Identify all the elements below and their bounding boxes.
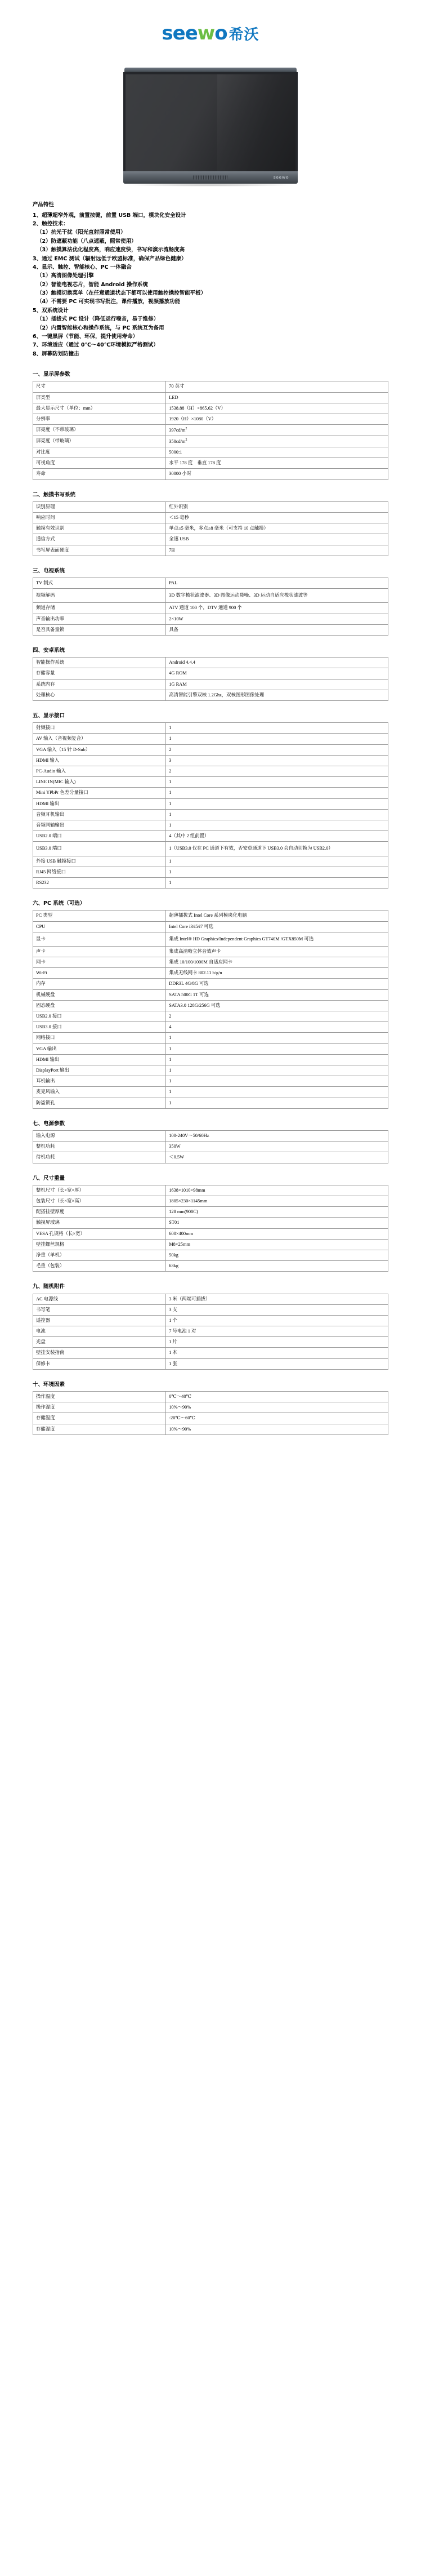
table-row: [33, 1065, 388, 1076]
spec-value-cell: M8×25mm: [166, 1239, 388, 1250]
spec-key-cell: 触摸屏玻璃: [33, 1218, 166, 1228]
table-row: [33, 820, 388, 830]
spec-value-cell: 4（其中 2 组前置）: [166, 831, 388, 842]
spec-value-cell: 集成无线网卡 802.11 b/g/n: [166, 968, 388, 979]
spec-section-title: 九、随机附件: [33, 1283, 65, 1290]
spec-value-cell: 63kg: [166, 1261, 388, 1272]
spec-section-title: 十、环境因素: [33, 1381, 65, 1388]
spec-value-cell: 超薄插拔式 Intel Core 系列模块化电脑: [166, 911, 388, 921]
spec-value-cell: 1 片: [166, 1337, 388, 1348]
spec-key-cell: 可视角度: [33, 458, 166, 469]
table-row: [33, 523, 388, 534]
spec-value-cell: 1: [166, 1043, 388, 1054]
table-row: [33, 436, 388, 447]
logo-chinese-text: 希沃: [229, 26, 259, 43]
spec-key-cell: USB3.0 端口: [33, 842, 166, 856]
spec-key-cell: 内存: [33, 979, 166, 989]
spec-key-cell: 整机尺寸（长×宽×厚）: [33, 1185, 166, 1196]
spec-value-cell: 1: [166, 1098, 388, 1108]
spec-table: [33, 1391, 388, 1435]
spec-key-cell: 声音输出功率: [33, 614, 166, 624]
spec-section: [33, 647, 388, 701]
table-row: [33, 877, 388, 888]
spec-value-cell: 1: [166, 798, 388, 809]
spec-value-cell: 1: [166, 809, 388, 820]
spec-key-cell: 操作温度: [33, 1392, 166, 1402]
spec-section-title: 三、电视系统: [33, 567, 65, 574]
spec-value-cell: 1: [166, 1087, 388, 1098]
spec-key-cell: 整机功耗: [33, 1142, 166, 1152]
spec-value-cell: 4G ROM: [166, 668, 388, 679]
table-row: [33, 578, 388, 589]
spec-key-cell: 视频解码: [33, 589, 166, 603]
table-row: [33, 1087, 388, 1098]
spec-value-cell: 单点≥5 毫米，多点≥8 毫米（可支持 10 点触摸）: [166, 523, 388, 534]
table-row: [33, 1011, 388, 1022]
table-row: [33, 1392, 388, 1402]
spec-key-cell: TV 制式: [33, 578, 166, 589]
spec-value-cell: 1638×1010×98mm: [166, 1185, 388, 1196]
spec-key-cell: USB2.0 接口: [33, 1011, 166, 1022]
logo-green-slash: w: [197, 22, 215, 45]
panel-screen: [126, 74, 295, 171]
table-row: [33, 403, 388, 414]
table-row: [33, 1142, 388, 1152]
spec-value-cell: -20℃～60℃: [166, 1413, 388, 1424]
spec-value-cell: 7H: [166, 545, 388, 556]
feature-item: （3）触摸切换菜单（在任意通道状态下都可以使用触控操控智能平板）: [37, 290, 207, 297]
logo-latin-text: seewo: [162, 22, 227, 45]
spec-value-cell: 集成高清晰立体音效声卡: [166, 946, 388, 957]
table-row: [33, 1185, 388, 1196]
table-row: [33, 798, 388, 809]
spec-section: [33, 371, 388, 480]
feature-item: （2）内置智能核心和操作系统，与 PC 系统互为备用: [37, 325, 164, 331]
spec-key-cell: HDMI 输出: [33, 1054, 166, 1065]
spec-key-cell: USB2.0 端口: [33, 831, 166, 842]
table-row: [33, 690, 388, 700]
spec-key-cell: DisplayPort 输出: [33, 1065, 166, 1076]
spec-value-cell: Android 4.4.4: [166, 658, 388, 668]
spec-key-cell: 通信方式: [33, 534, 166, 545]
table-row: [33, 589, 388, 603]
table-row: [33, 755, 388, 766]
product-photo: [0, 68, 421, 186]
spec-value-cell: 350W: [166, 1142, 388, 1152]
spec-key-cell: 系统内存: [33, 679, 166, 690]
table-row: [33, 1033, 388, 1043]
spec-key-cell: 防盗锁孔: [33, 1098, 166, 1108]
spec-section: [33, 567, 388, 636]
spec-key-cell: 处理核心: [33, 690, 166, 700]
table-row: [33, 1228, 388, 1239]
table-row: [33, 989, 388, 1000]
spec-value-cell: 高清智能引擎双核 1.2Ghz，双核图形图像处理: [166, 690, 388, 700]
spec-value-cell: 2: [166, 766, 388, 777]
spec-value-cell: ST01: [166, 1218, 388, 1228]
spec-key-cell: 对比度: [33, 447, 166, 458]
spec-key-cell: 包装尺寸（长×宽×高）: [33, 1196, 166, 1206]
spec-value-cell: 1: [166, 856, 388, 867]
table-row: [33, 1402, 388, 1413]
spec-value-cell: 2: [166, 1011, 388, 1022]
spec-key-cell: PC 类型: [33, 911, 166, 921]
spec-key-cell: 识别原理: [33, 501, 166, 512]
spec-key-cell: 存储容量: [33, 668, 166, 679]
spec-value-cell: 集成 Intel® HD Graphics/Independent Graphics GT740M /GTX850M 可选: [166, 932, 388, 946]
spec-key-cell: 屏亮度（带玻璃）: [33, 436, 166, 447]
spec-value-cell: LED: [166, 392, 388, 403]
spec-key-cell: CPU: [33, 921, 166, 932]
table-row: [33, 932, 388, 946]
spec-value-cell: 70 英寸: [166, 381, 388, 392]
spec-value-cell: 1（USB3.0 仅在 PC 通道下有效，否安卓通道下 USB3.0 会自动切换为 USB2.0）: [166, 842, 388, 856]
table-row: [33, 1098, 388, 1108]
spec-key-cell: Wi-Fi: [33, 968, 166, 979]
table-row: [33, 1326, 388, 1337]
interactive-panel-image: [123, 68, 298, 186]
spec-value-cell: SATA 500G 1T 可选: [166, 989, 388, 1000]
table-row: [33, 1358, 388, 1369]
spec-key-cell: AV 输入（音视频复合）: [33, 734, 166, 744]
spec-value-cell: SATA3.0 128G/256G 可选: [166, 1000, 388, 1011]
spec-value-cell: $350cd/m^2$: [166, 436, 388, 447]
spec-key-cell: RS232: [33, 877, 166, 888]
table-row: [33, 1348, 388, 1358]
spec-value-cell: 1 本: [166, 1348, 388, 1358]
table-row: [33, 614, 388, 624]
spec-value-cell: 1 张: [166, 1358, 388, 1369]
table-row: [33, 921, 388, 932]
table-row: [33, 968, 388, 979]
table-row: [33, 911, 388, 921]
spec-section-title: 八、尺寸重量: [33, 1175, 65, 1182]
spec-key-cell: 响应时间: [33, 513, 166, 523]
spec-value-cell: 30000 小时: [166, 469, 388, 479]
spec-key-cell: 机械硬盘: [33, 989, 166, 1000]
spec-key-cell: 频道存储: [33, 603, 166, 614]
spec-value-cell: 1: [166, 1076, 388, 1087]
spec-key-cell: 书写笔: [33, 1304, 166, 1315]
table-row: [33, 856, 388, 867]
spec-key-cell: 电池: [33, 1326, 166, 1337]
spec-value-cell: DDR3L 4G/8G 可选: [166, 979, 388, 989]
table-row: [33, 1054, 388, 1065]
spec-key-cell: PC-Audio 输入: [33, 766, 166, 777]
spec-key-cell: 触摸有效识别: [33, 523, 166, 534]
spec-section-title: 一、显示屏参数: [33, 371, 70, 378]
table-row: [33, 501, 388, 512]
table-row: [33, 447, 388, 458]
table-row: [33, 658, 388, 668]
spec-key-cell: 壁挂螺丝规格: [33, 1239, 166, 1250]
spec-key-cell: VGA 输出: [33, 1043, 166, 1054]
panel-body: [123, 72, 298, 171]
feature-item: 5、双系统设计: [33, 307, 69, 314]
spec-value-cell: 50kg: [166, 1250, 388, 1260]
table-row: [33, 1218, 388, 1228]
panel-brand-label: seewo: [273, 175, 289, 180]
spec-key-cell: 待机功耗: [33, 1152, 166, 1163]
table-row: [33, 679, 388, 690]
spec-value-cell: 1: [166, 867, 388, 877]
spec-key-cell: 尺寸: [33, 381, 166, 392]
spec-sections: [33, 371, 388, 1435]
table-row: [33, 1207, 388, 1218]
table-row: [33, 979, 388, 989]
table-row: [33, 1043, 388, 1054]
table-row: [33, 1261, 388, 1272]
table-row: [33, 1413, 388, 1424]
spec-section: [33, 900, 388, 1109]
panel-shadow: [126, 184, 295, 186]
table-row: [33, 1239, 388, 1250]
table-row: [33, 381, 388, 392]
table-row: [33, 946, 388, 957]
spec-section-title: 七、电源参数: [33, 1120, 65, 1127]
spec-key-cell: 分辨率: [33, 414, 166, 424]
table-row: [33, 1294, 388, 1304]
table-row: [33, 513, 388, 523]
spec-table: [33, 381, 388, 479]
table-row: [33, 867, 388, 877]
spec-table: [33, 1294, 388, 1370]
spec-value-cell: 3: [166, 755, 388, 766]
table-row: [33, 744, 388, 755]
table-row: [33, 469, 388, 479]
spec-section: [33, 1120, 388, 1163]
spec-key-cell: 显卡: [33, 932, 166, 946]
spec-section-title: 六、PC 系统（可选）: [33, 900, 86, 907]
table-row: [33, 831, 388, 842]
spec-key-cell: 净重（单机）: [33, 1250, 166, 1260]
spec-section-title: 五、显示接口: [33, 713, 65, 719]
spec-value-cell: 600×400mm: [166, 1228, 388, 1239]
table-row: [33, 1315, 388, 1326]
spec-value-cell: 1G RAM: [166, 679, 388, 690]
table-row: [33, 414, 388, 424]
spec-key-cell: 操作湿度: [33, 1402, 166, 1413]
feature-item: 3、通过 EMC 测试（辐射远低于欧盟标准，确保产品绿色健康）: [33, 255, 187, 262]
spec-key-cell: 最大显示尺寸（单位：mm）: [33, 403, 166, 414]
features-list: [33, 211, 388, 358]
table-row: [33, 1000, 388, 1011]
spec-value-cell: 1: [166, 777, 388, 788]
spec-table: [33, 578, 388, 636]
feature-item: （2）防遮蔽功能（八点遮蔽，照常使用）: [37, 238, 137, 245]
spec-key-cell: 音频耳机输出: [33, 809, 166, 820]
spec-value-cell: 全速 USB: [166, 534, 388, 545]
table-row: [33, 957, 388, 968]
spec-value-cell: ATV 通道 100 个，DTV 通道 900 个: [166, 603, 388, 614]
table-row: [33, 1152, 388, 1163]
table-row: [33, 788, 388, 798]
spec-value-cell: 100-240V～50/60Hz: [166, 1130, 388, 1141]
table-row: [33, 624, 388, 635]
table-row: [33, 458, 388, 469]
spec-value-cell: 2×10W: [166, 614, 388, 624]
spec-value-cell: 1 个: [166, 1315, 388, 1326]
spec-key-cell: 音频同轴输出: [33, 820, 166, 830]
spec-key-cell: 智能操作系统: [33, 658, 166, 668]
feature-item: 7、环境适应（通过 0℃～40℃环境模拟严格测试）: [33, 342, 159, 349]
spec-value-cell: $397cd/m^2$: [166, 425, 388, 436]
spec-value-cell: 7 号电池 1 对: [166, 1326, 388, 1337]
table-row: [33, 545, 388, 556]
table-row: [33, 1250, 388, 1260]
table-row: [33, 809, 388, 820]
table-row: [33, 1424, 388, 1434]
spec-key-cell: HDMI 输出: [33, 798, 166, 809]
spec-key-cell: HDMI 输入: [33, 755, 166, 766]
table-row: [33, 603, 388, 614]
spec-section: [33, 712, 388, 889]
spec-value-cell: 5000:1: [166, 447, 388, 458]
table-row: [33, 734, 388, 744]
spec-value-cell: 1: [166, 723, 388, 734]
spec-table: [33, 1130, 388, 1163]
spec-key-cell: 屏亮度（不带玻璃）: [33, 425, 166, 436]
spec-value-cell: 水平 178 度 垂直 178 度: [166, 458, 388, 469]
spec-key-cell: VESA 孔规格（长×宽）: [33, 1228, 166, 1239]
spec-value-cell: 1805×230×1145mm: [166, 1196, 388, 1206]
table-row: [33, 668, 388, 679]
table-row: [33, 766, 388, 777]
table-row: [33, 425, 388, 436]
feature-item: （1）高清图像处理引擎: [37, 273, 94, 279]
spec-value-cell: 红外识别: [166, 501, 388, 512]
spec-key-cell: 壁挂安装指南: [33, 1348, 166, 1358]
table-row: [33, 777, 388, 788]
spec-key-cell: LINE IN(MIC 输入): [33, 777, 166, 788]
spec-value-cell: 1: [166, 820, 388, 830]
table-row: [33, 842, 388, 856]
spec-value-cell: 1: [166, 788, 388, 798]
table-row: [33, 1196, 388, 1206]
spec-value-cell: ＜0.5W: [166, 1152, 388, 1163]
spec-key-cell: 遥控器: [33, 1315, 166, 1326]
feature-item: 4、显示、触控、智能核心、PC 一体融合: [33, 264, 132, 270]
brand-logo-header: [0, 0, 421, 66]
feature-item: （4）不需要 PC 可实现书写批注，课件播放，视频播放功能: [37, 299, 181, 305]
spec-key-cell: 是否具备童锁: [33, 624, 166, 635]
spec-value-cell: 1: [166, 1065, 388, 1076]
feature-item: （1）抗光干扰（阳光直射照常使用）: [37, 229, 126, 236]
spec-key-cell: USB3.0 接口: [33, 1022, 166, 1033]
spec-value-cell: Intel Core i3/i5/i7 可选: [166, 921, 388, 932]
spec-value-cell: 1: [166, 1033, 388, 1043]
spec-value-cell: 0℃～40℃: [166, 1392, 388, 1402]
spec-key-cell: 配搭挂壁厚度: [33, 1207, 166, 1218]
panel-top-bezel: [124, 68, 297, 72]
table-row: [33, 1022, 388, 1033]
spec-section: [33, 1175, 388, 1272]
spec-value-cell: 128 mm(900C): [166, 1207, 388, 1218]
table-row: [33, 723, 388, 734]
spec-value-cell: 1: [166, 877, 388, 888]
spec-key-cell: 毛重（包装）: [33, 1261, 166, 1272]
spec-section: [33, 491, 388, 556]
spec-table: [33, 910, 388, 1108]
table-row: [33, 1304, 388, 1315]
spec-key-cell: VGA 输入（15 针 D-Sub）: [33, 744, 166, 755]
spec-key-cell: 书写屏表面硬度: [33, 545, 166, 556]
feature-item: 8、屏幕防划防撞击: [33, 350, 79, 357]
spec-table: [33, 657, 388, 701]
table-row: [33, 1130, 388, 1141]
spec-key-cell: 外接 USB 触摸接口: [33, 856, 166, 867]
spec-value-cell: 3 米（两端可插拔）: [166, 1294, 388, 1304]
table-row: [33, 1076, 388, 1087]
spec-section-title: 二、触摸书写系统: [33, 491, 76, 498]
features-title: 产品特性: [33, 202, 55, 208]
spec-value-cell: 集成 10/100/1000M 自适应网卡: [166, 957, 388, 968]
document-content: [0, 201, 421, 1435]
spec-value-cell: PAL: [166, 578, 388, 589]
table-row: [33, 1337, 388, 1348]
spec-section: [33, 1283, 388, 1370]
spec-value-cell: 10%～90%: [166, 1402, 388, 1413]
spec-section-title: 四、安卓系统: [33, 647, 65, 654]
speaker-grille-icon: [193, 176, 228, 180]
spec-value-cell: 具备: [166, 624, 388, 635]
spec-key-cell: 保修卡: [33, 1358, 166, 1369]
spec-key-cell: AC 电源线: [33, 1294, 166, 1304]
spec-value-cell: 3 支: [166, 1304, 388, 1315]
spec-key-cell: 光盘: [33, 1337, 166, 1348]
spec-table: [33, 1185, 388, 1272]
spec-key-cell: 输入电源: [33, 1130, 166, 1141]
spec-key-cell: 射频接口: [33, 723, 166, 734]
feature-item: （2）智能电视芯片，智能 Android 操作系统: [37, 281, 148, 288]
feature-item: 2、触控技术：: [33, 221, 69, 228]
spec-key-cell: 麦克风输入: [33, 1087, 166, 1098]
spec-key-cell: RJ45 网络接口: [33, 867, 166, 877]
spec-value-cell: 1: [166, 1054, 388, 1065]
seewo-logo: [162, 24, 259, 43]
spec-key-cell: 寿命: [33, 469, 166, 479]
spec-value-cell: 1538.88（H）×865.62（V）: [166, 403, 388, 414]
spec-value-cell: 4: [166, 1022, 388, 1033]
feature-item: 1、超薄超窄外观，前置按键，前置 USB 端口，模块化安全设计: [33, 212, 186, 219]
spec-value-cell: 1920（H）×1080（V）: [166, 414, 388, 424]
spec-key-cell: 屏类型: [33, 392, 166, 403]
spec-key-cell: 存储温度: [33, 1413, 166, 1424]
feature-item: 6、一键黑屏（节能、环保，提升使用寿命）: [33, 333, 138, 340]
table-row: [33, 392, 388, 403]
spec-key-cell: 网卡: [33, 957, 166, 968]
feature-item: （3）触摸算法优化程度高，响应速度快，书写和演示流畅度高: [37, 247, 185, 254]
table-row: [33, 534, 388, 545]
spec-value-cell: 1: [166, 734, 388, 744]
panel-bottom-bezel: [123, 171, 298, 184]
spec-key-cell: 网络接口: [33, 1033, 166, 1043]
spec-key-cell: 存储湿度: [33, 1424, 166, 1434]
spec-key-cell: Mini YPbPr 色差分量接口: [33, 788, 166, 798]
spec-key-cell: 耳机输出: [33, 1076, 166, 1087]
spec-table: [33, 501, 388, 556]
spec-value-cell: 3D 数字梳状滤波器、3D 图像运动降噪、3D 运动自适应梳状滤波等: [166, 589, 388, 603]
spec-value-cell: 2: [166, 744, 388, 755]
spec-key-cell: 声卡: [33, 946, 166, 957]
spec-section: [33, 1381, 388, 1435]
spec-table: [33, 722, 388, 889]
spec-key-cell: 固态硬盘: [33, 1000, 166, 1011]
spec-value-cell: ＜15 毫秒: [166, 513, 388, 523]
feature-item: （1）插拔式 PC 设计（降低运行噪音，易于维修）: [37, 316, 159, 323]
spec-value-cell: 10%～90%: [166, 1424, 388, 1434]
